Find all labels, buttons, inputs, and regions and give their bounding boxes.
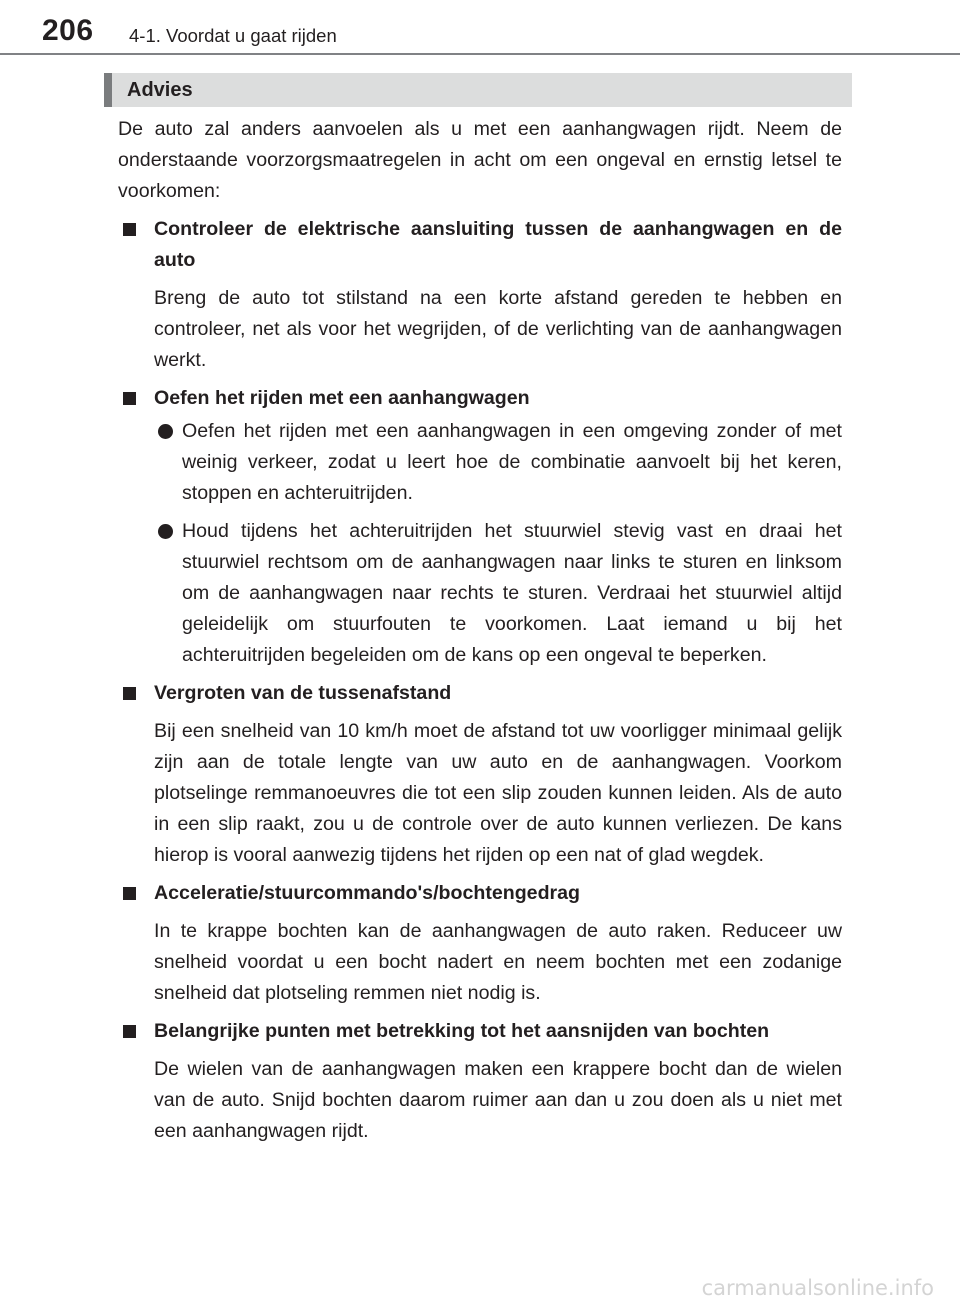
square-bullet-icon	[123, 392, 136, 405]
subsection-heading	[118, 1016, 842, 1047]
subsection-heading	[118, 383, 842, 414]
bullet-list	[118, 416, 842, 671]
header-divider	[0, 53, 960, 55]
square-bullet-icon	[123, 223, 136, 236]
square-bullet-icon	[123, 887, 136, 900]
subsection-body: In te krappe bochten kan de aanhangwagen de auto raken. Reduceer uw snelheid voordat u een bocht nadert en neem bochten met een zodanige snelheid dat plotseling remmen niet nodig is.	[154, 920, 842, 1004]
square-bullet-icon	[123, 1025, 136, 1038]
section-bar-accent	[104, 73, 112, 107]
section-heading-bar	[104, 73, 852, 107]
subsection-heading-text: Belangrijke punten met betrekking tot het aansnijden van bochten	[154, 1020, 770, 1042]
bullet-item	[118, 416, 842, 509]
subsection-heading-text: Vergroten van de tussenafstand	[154, 682, 452, 704]
subsection-heading-text: Controleer de elektrische aansluiting tussen de aanhangwagen en de auto	[154, 218, 842, 271]
circle-bullet-icon	[158, 524, 173, 539]
section-title: Advies	[127, 79, 193, 101]
subsection-heading-text: Oefen het rijden met een aanhangwagen	[154, 387, 530, 409]
subsection-body: Breng de auto tot stilstand na een korte afstand gereden te hebben en controleer, net als voor het wegrijden, of de verlichting van de aanhangwagen werkt.	[154, 287, 842, 371]
intro-paragraph: De auto zal anders aanvoelen als u met een aanhangwagen rijdt. Neem de onderstaande voorzorgsmaatregelen in acht om een ongeval en ernstig letsel te voorkomen:	[118, 118, 842, 202]
page-header	[0, 0, 960, 60]
page-number: 206	[42, 14, 94, 47]
watermark: carmanualsonline.info	[701, 1276, 934, 1300]
square-bullet-icon	[123, 687, 136, 700]
subsection-heading	[118, 878, 842, 909]
bullet-text: Houd tijdens het achteruitrijden het stuurwiel stevig vast en draai het stuurwiel rechtsom om de aanhangwagen naar links te sturen en linksom om de aanhangwagen naar rechts te sturen. Verdraai het stuurwiel altijd geleidelijk om stuurfouten te voorkomen. Laat iemand u bij het achteruitrijden begeleiden om de kans op een ongeval te beperken.	[182, 520, 842, 666]
subsection-body: De wielen van de aanhangwagen maken een krappere bocht dan de wielen van de auto. Snijd bochten daarom ruimer aan dan u zou doen als u niet met een aanhangwagen rijdt.	[154, 1058, 842, 1142]
subsection-heading-text: Acceleratie/stuurcommando's/bochtengedrag	[154, 882, 581, 904]
circle-bullet-icon	[158, 424, 173, 439]
chapter-title: 4-1. Voordat u gaat rijden	[129, 25, 337, 46]
section-content	[118, 114, 842, 1154]
subsection-heading	[118, 678, 842, 709]
bullet-item	[118, 516, 842, 671]
subsection-heading	[118, 214, 842, 276]
subsection-body: Bij een snelheid van 10 km/h moet de afstand tot uw voorligger minimaal gelijk zijn aan de totale lengte van uw auto en de aanhangwagen. Voorkom plotselinge remmanoeuvres die tot een slip zouden kunnen leiden. Als de auto in een slip raakt, zou u de controle over de auto kunnen verliezen. De kans hierop is vooral aanwezig tijdens het rijden op een nat of glad wegdek.	[154, 720, 842, 866]
bullet-text: Oefen het rijden met een aanhangwagen in een omgeving zonder of met weinig verkeer, zodat u leert hoe de combinatie aanvoelt bij het keren, stoppen en achteruitrijden.	[182, 420, 842, 504]
